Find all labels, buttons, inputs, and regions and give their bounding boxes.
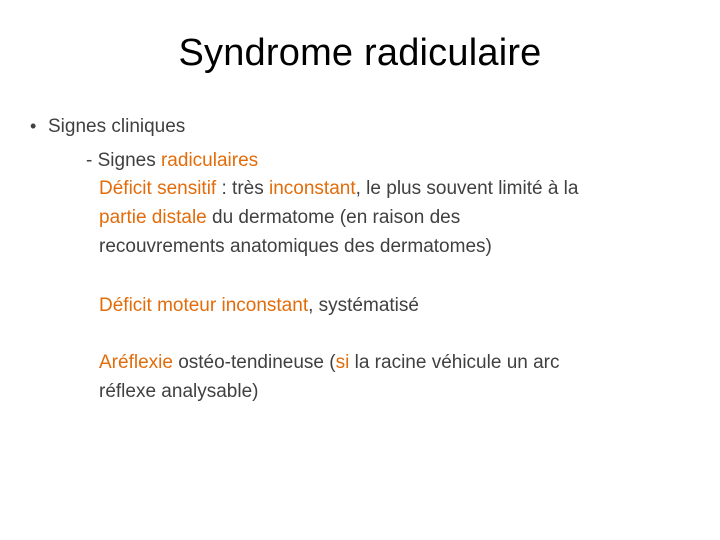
para1-l3-text1: recouvrements anatomiques des dermatomes) (99, 236, 492, 257)
para3-l2-text1: réflexe analysable) (99, 381, 259, 402)
para2-highlight1: Déficit moteur inconstant (99, 295, 309, 316)
para1-l2-highlight1: partie distale (99, 207, 207, 228)
para1-l1-text1: : très (216, 178, 269, 199)
para3-line2 (99, 378, 258, 405)
para1-line1 (99, 175, 578, 202)
level2-highlight: radiculaires (160, 150, 259, 171)
slide-title: Syndrome radiculaire (178, 32, 542, 74)
para3-l1-text1: ostéo-tendineuse ( (172, 352, 336, 373)
level2-prefix: - Signes (86, 150, 161, 171)
bullet-icon: • (30, 116, 37, 136)
para3-l1-highlight2: si (335, 352, 350, 373)
para1-line3 (99, 233, 492, 260)
bullet-level1-text: Signes cliniques (48, 116, 186, 137)
para2-line1 (99, 292, 419, 319)
para3-line1 (99, 349, 560, 376)
para1-l1-highlight2: inconstant (269, 178, 356, 199)
bullet-level2 (86, 147, 258, 174)
para1-l2-text1: du dermatome (en raison des (206, 207, 461, 228)
para1-l1-highlight1: Déficit sensitif (99, 178, 217, 199)
para1-l1-text2: , le plus souvent limité à la (355, 178, 579, 199)
para3-l1-highlight1: Aréflexie (99, 352, 173, 373)
para3-l1-text2: la racine véhicule un arc (349, 352, 560, 373)
para1-line2 (99, 204, 460, 231)
para2-text1: , systématisé (308, 295, 419, 316)
